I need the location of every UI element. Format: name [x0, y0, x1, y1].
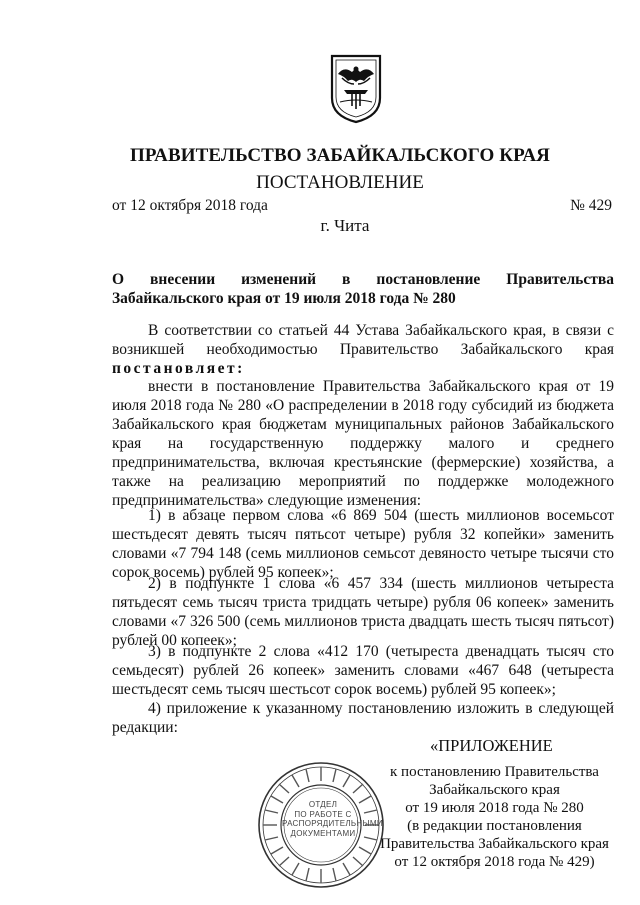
appendix-heading: «ПРИЛОЖЕНИЕ [430, 736, 553, 755]
document-date: от 12 октября 2018 года [112, 197, 268, 214]
document-subject: О внесении изменений в постановление Правительства Забайкальского края от 19 июля 2018 года № 280 [112, 271, 614, 307]
stamp-line: РАСПОРЯДИТЕЛЬНЫМИ [282, 819, 383, 828]
document-type: ПОСТАНОВЛЕНИЕ [256, 172, 424, 193]
intro-spaced-word: постановляет: [112, 360, 245, 377]
government-title: ПРАВИТЕЛЬСТВО ЗАБАЙКАЛЬСКОГО КРАЯ [129, 145, 550, 166]
intro-text: В соответствии со статьей 44 Устава Забайкальского края, в связи с возникшей необходимостью Правительство Забайкальского края [112, 322, 614, 358]
appendix-line: Забайкальского края [429, 782, 560, 798]
appendix-line: к постановлению Правительства [390, 764, 599, 780]
intro-paragraph [112, 321, 614, 378]
decree-paragraph: внести в постановление Правительства Забайкальского края от 19 июля 2018 года № 280 «О распределении в 2018 году субсидий из бюджета Забайкальского края бюджетам муниципальных районов Забайкальского края на государственную поддержку малого и среднего предпринимательства, включая крестьянские (фермерские) хозяйства, а также на реализацию мероприятий по поддержке молодежного предпринимательства» следующие изменения: [112, 378, 614, 509]
document-number: № 429 [570, 197, 612, 214]
decree-item-3: 3) в подпункте 2 слова «412 170 (четыреста двенадцать тысяч сто семьдесят) рублей 26 копеек» заменить словами «467 648 (четыреста шестьдесят семь тысяч шестьсот сорок восемь) рублей 95 копеек»; [112, 643, 614, 698]
decree-item-4: 4) приложение к указанному постановлению изложить в следующей редакции: [112, 700, 614, 736]
decree-item-1: 1) в абзаце первом слова «6 869 504 (шесть миллионов восемьсот шестьдесят девять тысяч пятьсот четыре) рубля 32 копейки» заменить словами «7 794 148 (семь миллионов семьсот девяносто четыре тысячи сто сорок восемь) рублей 95 копеек»; [112, 507, 614, 581]
stamp-line: ПО РАБОТЕ С [294, 809, 352, 819]
appendix-line: (в редакции постановления [407, 818, 582, 834]
stamp-line: ОТДЕЛ [308, 800, 338, 809]
stamp-line: ДОКУМЕНТАМИ [290, 828, 356, 838]
decree-item-2: 2) в подпункте 1 слова «6 457 334 (шесть миллионов четыреста пятьдесят семь тысяч триста тридцать четыре) рубля 06 копеек» заменить словами «7 326 500 (семь миллионов триста двадцать шесть тысяч пятьсот) рублей 00 копеек»; [112, 575, 614, 649]
appendix-line: Правительства Забайкальского края [380, 836, 609, 852]
stamp-inner-text [282, 800, 383, 838]
document-city: г. Чита [320, 216, 370, 235]
appendix-reference [372, 763, 617, 871]
appendix-line: от 12 октября 2018 года № 429) [394, 854, 595, 870]
coat-of-arms-icon [330, 54, 382, 124]
appendix-line: от 19 июля 2018 года № 280 [405, 800, 584, 816]
